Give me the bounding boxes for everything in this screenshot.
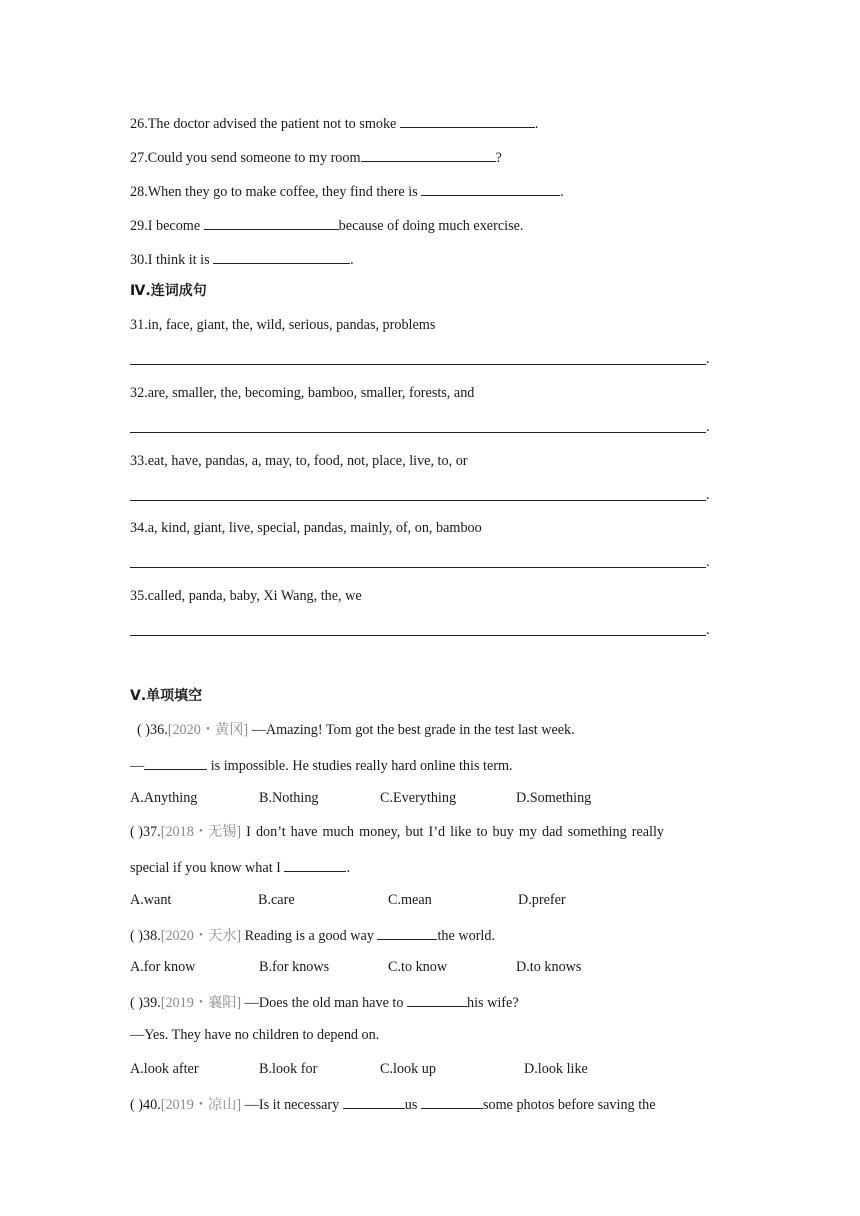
question-text: us (404, 1097, 421, 1113)
question-stem: I don’t have much money, but I’d like to buy my dad something really (241, 824, 665, 840)
answer-paren[interactable]: ( )40. (130, 1097, 161, 1113)
question-36-line2 (130, 755, 513, 775)
answer-line-end: . (706, 554, 710, 570)
question-text: is impossible. He studies really hard online this term. (207, 758, 513, 774)
answer-line-end: . (706, 622, 710, 638)
fill-item-text: 28.When they go to make coffee, they find there is (130, 184, 422, 200)
source-tag: [2019・襄阳] (160, 995, 242, 1011)
fill-item-text: 30.I think it is (130, 252, 214, 268)
option-c[interactable]: C.look up (380, 1061, 436, 1077)
order-item-32: 32.are, smaller, the, becoming, bamboo, smaller, forests, and (130, 385, 475, 401)
fill-item-end: ? (495, 150, 502, 166)
order-item-35: 35.called, panda, baby, Xi Wang, the, we (130, 588, 362, 604)
option-c[interactable]: C.to know (388, 959, 448, 975)
source-tag: [2020・天水] (160, 928, 242, 944)
question-37-line2 (130, 857, 350, 877)
option-a[interactable]: A.look after (130, 1061, 199, 1077)
question-text-end: his wife? (467, 995, 519, 1011)
question-stem: Reading is a good way (241, 928, 378, 944)
question-40 (130, 1094, 656, 1114)
fill-item-end: . (560, 184, 564, 200)
answer-line[interactable] (130, 432, 706, 433)
fill-item-end: because of doing much exercise. (338, 218, 524, 234)
answer-blank[interactable] (204, 215, 339, 230)
question-stem: —Amazing! Tom got the best grade in the test last week. (248, 722, 575, 738)
order-item-31: 31.in, face, giant, the, wild, serious, pandas, problems (130, 317, 436, 333)
question-text-end: the world. (437, 928, 495, 944)
answer-paren[interactable]: ( )38. (130, 928, 161, 944)
question-text-end: . (346, 860, 350, 876)
fill-item-text: 29.I become (130, 218, 204, 234)
question-text-end: some photos before saving the (482, 1097, 656, 1113)
question-39-line2: —Yes. They have no children to depend on. (130, 1027, 380, 1043)
option-c[interactable]: C.mean (388, 892, 432, 908)
source-tag: [2019・凉山] (160, 1097, 242, 1113)
question-36 (137, 721, 575, 739)
option-d[interactable]: D.Something (516, 790, 592, 806)
answer-paren[interactable]: ( )39. (130, 995, 161, 1011)
fill-item-27 (130, 147, 502, 167)
answer-line-end: . (706, 351, 710, 367)
option-d[interactable]: D.prefer (518, 892, 566, 908)
option-d[interactable]: D.look like (524, 1061, 588, 1077)
answer-line[interactable] (130, 567, 706, 568)
order-item-34: 34.a, kind, giant, live, special, pandas, mainly, of, on, bamboo (130, 520, 482, 536)
option-c[interactable]: C.Everything (380, 790, 457, 806)
fill-item-end: . (534, 116, 539, 132)
option-a[interactable]: A.want (130, 892, 172, 908)
fill-item-text: 26.The doctor advised the patient not to smoke (130, 116, 400, 132)
answer-blank[interactable] (407, 992, 467, 1007)
answer-blank[interactable] (400, 113, 535, 128)
question-37 (130, 823, 730, 841)
source-tag: [2020・黄冈] (167, 722, 249, 738)
fill-item-30 (130, 249, 354, 269)
option-b[interactable]: B.look for (259, 1061, 318, 1077)
option-b[interactable]: B.care (258, 892, 295, 908)
answer-line-end: . (706, 419, 710, 435)
fill-item-28 (130, 181, 564, 201)
answer-blank[interactable] (343, 1094, 405, 1109)
answer-blank[interactable] (213, 249, 350, 264)
option-b[interactable]: B.for knows (259, 959, 330, 975)
option-a[interactable]: A.for know (130, 959, 196, 975)
question-text: special if you know what I (130, 860, 285, 876)
question-39 (130, 992, 519, 1012)
answer-paren[interactable]: ( )37. (130, 824, 161, 840)
question-stem: —Is it necessary (241, 1097, 343, 1113)
answer-blank[interactable] (284, 857, 346, 872)
answer-paren[interactable]: ( )36. (137, 722, 168, 738)
answer-line[interactable] (130, 635, 706, 636)
answer-line[interactable] (130, 500, 706, 501)
dash: — (130, 758, 145, 774)
fill-item-end: . (350, 252, 354, 268)
option-b[interactable]: B.Nothing (259, 790, 319, 806)
fill-item-26 (130, 113, 538, 133)
answer-blank[interactable] (377, 925, 437, 940)
option-d[interactable]: D.to knows (516, 959, 582, 975)
option-a[interactable]: A.Anything (130, 790, 198, 806)
answer-line-end: . (706, 487, 710, 503)
fill-item-29 (130, 215, 523, 235)
source-tag: [2018・无锡] (160, 824, 242, 840)
answer-line[interactable] (130, 364, 706, 365)
answer-blank[interactable] (144, 755, 207, 770)
answer-blank[interactable] (361, 147, 496, 162)
question-38 (130, 925, 495, 945)
order-item-33: 33.eat, have, pandas, a, may, to, food, not, place, live, to, or (130, 453, 468, 469)
section-heading-5: Ⅴ.单项填空 (130, 688, 203, 704)
answer-blank[interactable] (421, 1094, 483, 1109)
answer-blank[interactable] (421, 181, 560, 196)
section-heading-4: Ⅳ.连词成句 (130, 283, 207, 299)
fill-item-text: 27.Could you send someone to my room (130, 150, 361, 166)
question-stem: —Does the old man have to (241, 995, 408, 1011)
